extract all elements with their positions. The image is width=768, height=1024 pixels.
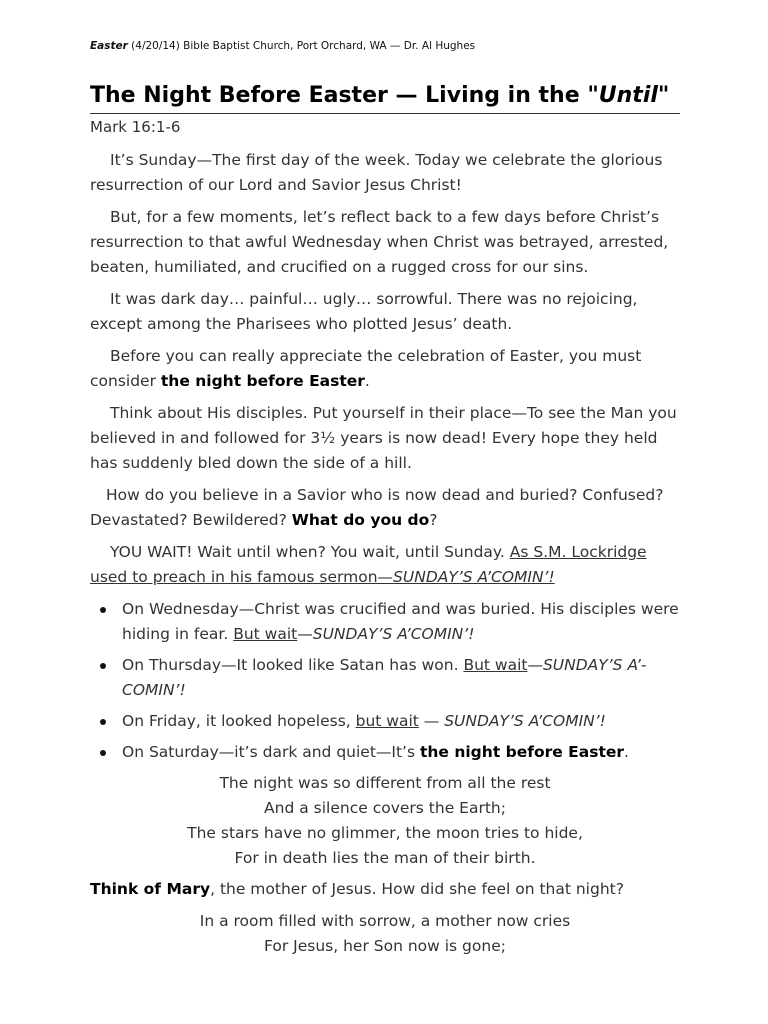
- header-details: (4/20/14) Bible Baptist Church, Port Orchard, WA — Dr. Al Hughes: [127, 40, 476, 52]
- paragraph-mary: [90, 877, 680, 902]
- sermon-title: [90, 82, 680, 114]
- b3-text: On Friday, it looked hopeless,: [122, 712, 356, 730]
- b4-end: .: [624, 743, 629, 761]
- poem-night: [90, 771, 680, 871]
- bullet-dot: [100, 750, 106, 756]
- mary-bold: Think of Mary: [90, 880, 211, 898]
- b3-dash: —: [418, 712, 445, 730]
- b1-text: On Wednesday—Christ was crucified and was buried. His disciples were hiding in fear.: [122, 600, 679, 643]
- running-header: [90, 40, 475, 52]
- bullet-dot: [100, 663, 106, 669]
- title-main: The Night Before Easter — Living in the: [90, 83, 588, 108]
- title-until: Until: [598, 83, 658, 108]
- b1-but-wait: But wait: [233, 625, 298, 643]
- poem-line: For in death lies the man of their birth.: [234, 849, 536, 867]
- bullet-dot: [100, 607, 106, 613]
- paragraph-5: Think about His disciples. Put yourself in their place—To see the Man you believed in and followed for 3½ years is now dead! Every hope they held has suddenly bled down the side of a hill.: [90, 404, 677, 472]
- b1-sundays-comin: —SUNDAY’S A’COMIN’!: [297, 625, 475, 643]
- b2-but-wait: But wait: [463, 656, 528, 674]
- bullet-thursday: [90, 653, 680, 703]
- poem-mother: [90, 909, 680, 959]
- paragraph-3: It was dark day… painful… ugly… sorrowful. There was no rejoicing, except among the Pharisees who plotted Jesus’ death.: [90, 290, 638, 333]
- poem-line: And a silence covers the Earth;: [264, 799, 506, 817]
- p6-end: ?: [429, 511, 438, 529]
- b2-sundays-comin: —SUNDAY’S A’-COMIN’!: [122, 656, 647, 699]
- p4-text: Before you can really appreciate the celebration of Easter, you must consider: [90, 347, 642, 390]
- bullet-friday: [90, 709, 680, 734]
- b3-sundays-comin: SUNDAY’S A’COMIN’!: [444, 712, 606, 730]
- p4-end: .: [364, 372, 370, 390]
- p6-bold: What do you do: [291, 511, 430, 529]
- paragraph-2: But, for a few moments, let’s reflect back to a few days before Christ’s resurrection to that awful Wednesday when Christ was betrayed, arrested, beaten, humiliated, and crucified on a rugged cross for our sins.: [90, 208, 669, 276]
- poem-line: The night was so different from all the rest: [219, 774, 551, 792]
- p6-text: How do you believe in a Savior who is now dead and buried? Confused? Devastated? Bewildered?: [90, 486, 664, 529]
- paragraph-4: [90, 344, 680, 394]
- scripture-reference: Mark 16:1-6: [90, 118, 181, 136]
- poem-line: For Jesus, her Son now is gone;: [264, 937, 506, 955]
- poem-line: In a room filled with sorrow, a mother now cries: [199, 912, 571, 930]
- poem-line: The stars have no glimmer, the moon tries to hide,: [187, 824, 583, 842]
- b4-bold: the night before Easter: [419, 743, 625, 761]
- bullet-wednesday: [90, 597, 680, 647]
- title-open-quote: ": [587, 83, 599, 108]
- title-close-quote: ": [657, 83, 670, 108]
- b3-but-wait: but wait: [355, 712, 419, 730]
- sermon-body: [90, 148, 680, 965]
- p7-sundays-comin: SUNDAY’S A’COMIN’!: [393, 568, 555, 586]
- p7-text: YOU WAIT! Wait until when? You wait, until Sunday.: [110, 543, 510, 561]
- mary-text: , the mother of Jesus. How did she feel on that night?: [210, 880, 624, 898]
- header-easter: Easter: [90, 40, 128, 52]
- p4-bold: the night before Easter: [160, 372, 365, 390]
- bullet-list: [90, 597, 680, 765]
- paragraph-6: [90, 483, 680, 533]
- b2-text: On Thursday—It looked like Satan has won.: [122, 656, 464, 674]
- p7-underline-text: As S.M. Lockridge used to preach in his famous sermon—: [90, 543, 647, 586]
- paragraph-1: It’s Sunday—The first day of the week. Today we celebrate the glorious resurrection of our Lord and Savior Jesus Christ!: [90, 151, 663, 194]
- b4-text: On Saturday—it’s dark and quiet—It’s: [122, 743, 420, 761]
- bullet-saturday: [90, 740, 680, 765]
- bullet-dot: [100, 719, 106, 725]
- paragraph-7: [90, 540, 680, 590]
